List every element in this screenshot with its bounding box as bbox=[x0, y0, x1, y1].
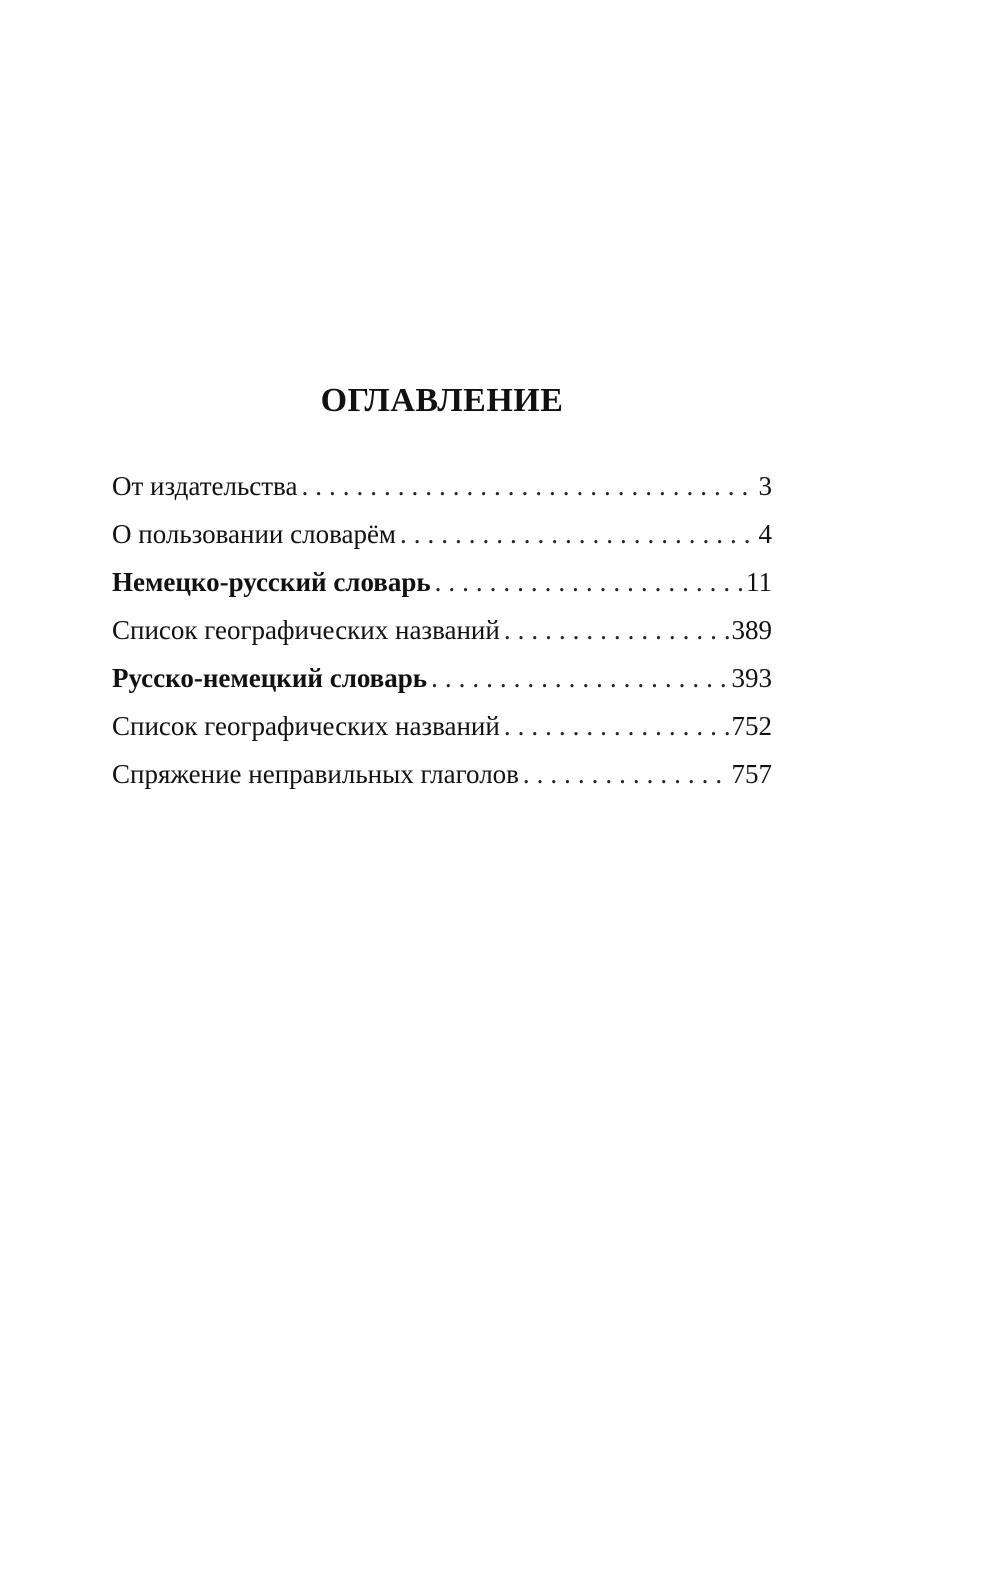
toc-entry-page: 4 bbox=[758, 519, 772, 549]
toc-entry-page: 3 bbox=[758, 471, 772, 501]
dot-leader bbox=[435, 558, 744, 606]
toc-title: ОГЛАВЛЕНИЕ bbox=[320, 382, 564, 419]
dot-leader bbox=[523, 750, 730, 798]
toc-entry bbox=[112, 462, 772, 510]
toc-entry bbox=[112, 654, 772, 702]
dot-leader bbox=[400, 510, 756, 558]
toc-entry bbox=[112, 702, 772, 750]
toc-entry bbox=[112, 558, 772, 606]
toc-entry-page: 757 bbox=[731, 759, 772, 789]
toc-list bbox=[112, 462, 772, 798]
dot-leader bbox=[301, 462, 756, 510]
toc-entry-label: Список географических названий bbox=[112, 615, 500, 645]
toc-entry-label: Русско-немецкий словарь bbox=[112, 663, 428, 693]
toc-entry-page: 393 bbox=[731, 663, 772, 693]
toc-entry-label: Спряжение неправильных глаголов bbox=[112, 759, 519, 789]
toc-entry-label: О пользовании словарём bbox=[112, 519, 397, 549]
toc-entry-label: Немецко-русский словарь bbox=[112, 567, 431, 597]
toc-entry bbox=[112, 606, 772, 654]
dot-leader bbox=[431, 654, 729, 702]
dot-leader bbox=[504, 606, 730, 654]
dot-leader bbox=[504, 702, 730, 750]
toc-entry-label: От издательства bbox=[112, 471, 298, 501]
toc-entry-label: Список географических названий bbox=[112, 711, 500, 741]
toc-entry-page: 11 bbox=[746, 567, 772, 597]
toc-entry-page: 752 bbox=[731, 711, 772, 741]
toc-entry-page: 389 bbox=[731, 615, 772, 645]
toc-entry bbox=[112, 510, 772, 558]
toc-entry bbox=[112, 750, 772, 798]
